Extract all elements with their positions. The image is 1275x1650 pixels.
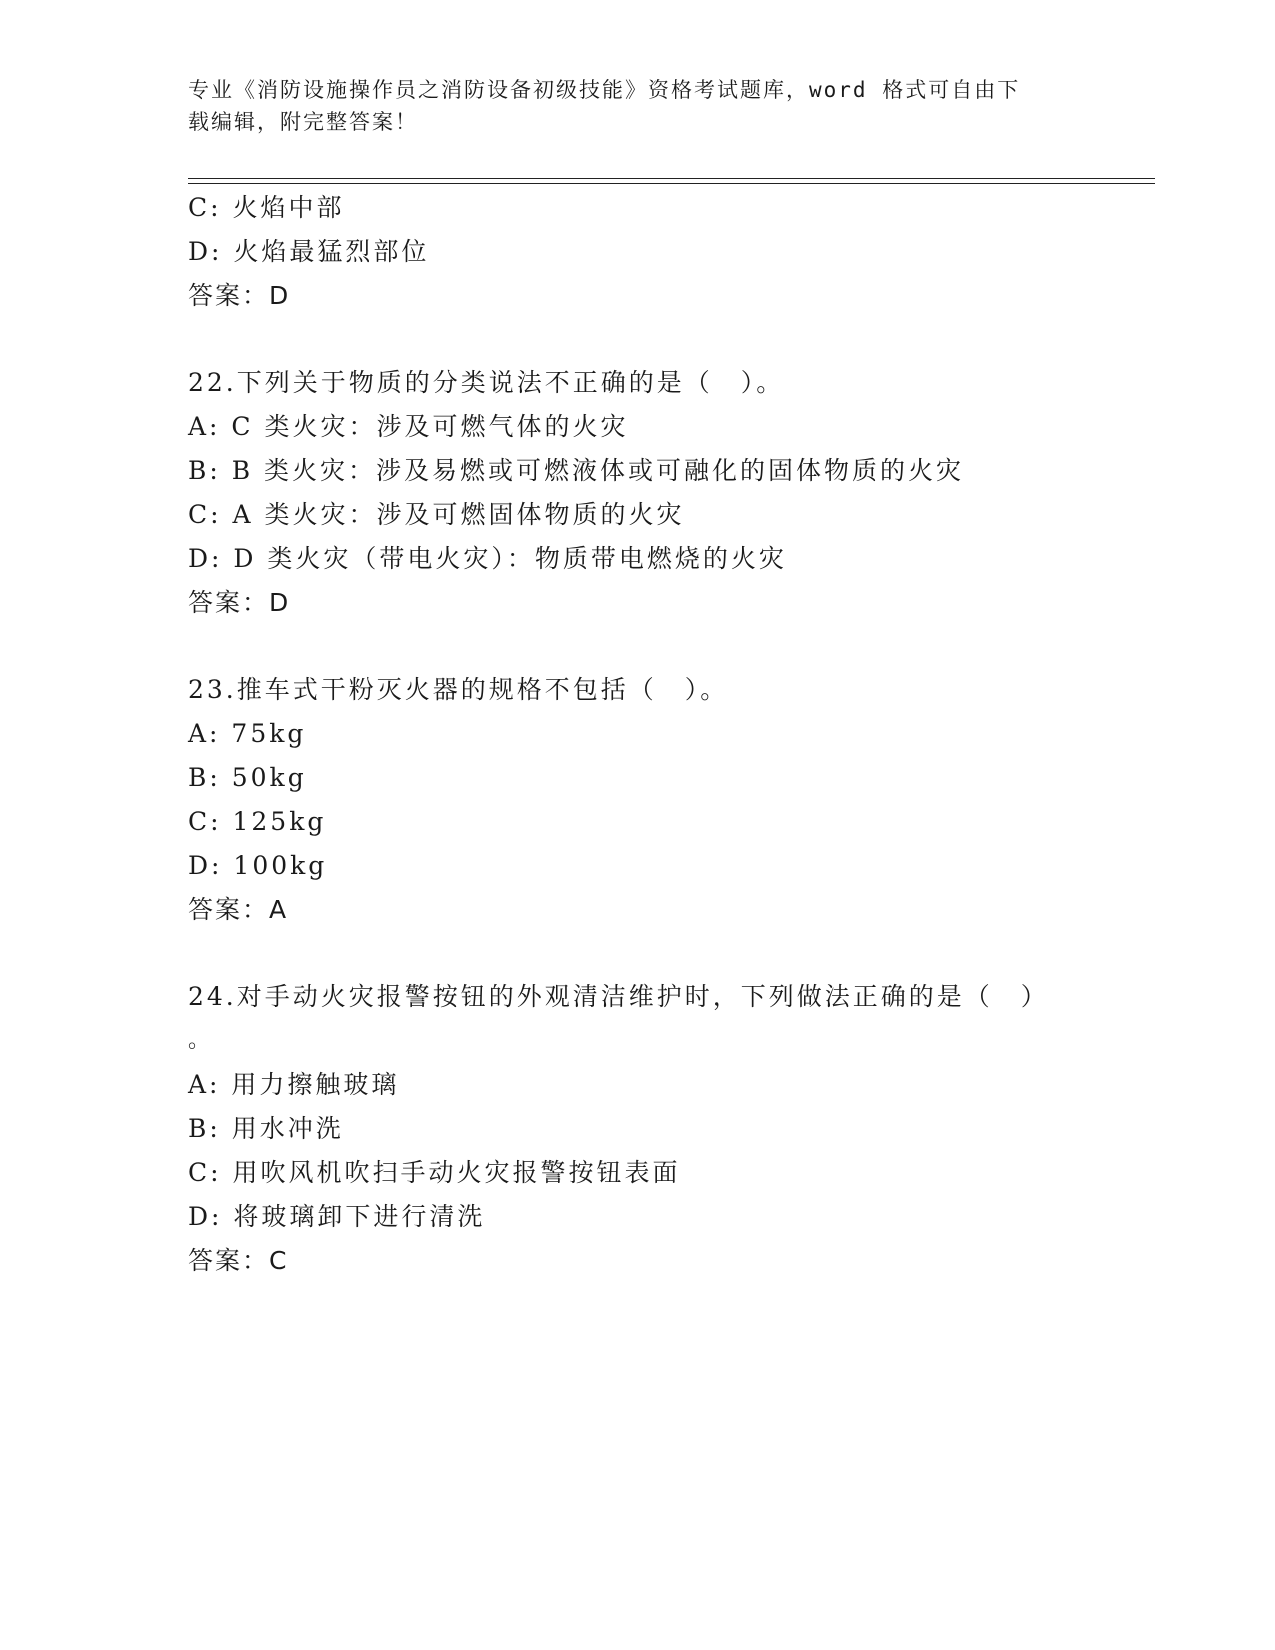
q23-option-d: D: 100kg [188,851,328,880]
q22-option-a: A: C 类火灾：涉及可燃气体的火灾 [188,412,629,441]
header-divider-top [188,178,1155,179]
q22-answer: 答案：D [188,588,291,617]
document-header [188,74,1088,138]
header-text-line1: 专业《消防设施操作员之消防设备初级技能》资格考试题库，word 格式可自由下 [188,78,1021,102]
q24-stem-continuation: 。 [188,1028,214,1053]
q21-option-c: C: 火焰中部 [188,193,345,222]
header-text-line2: 载编辑，附完整答案！ [188,110,418,134]
q24-option-c: C: 用吹风机吹扫手动火灾报警按钮表面 [188,1158,681,1187]
q21-option-d: D: 火焰最猛烈部位 [188,237,430,266]
q22-stem: 22.下列关于物质的分类说法不正确的是（ ）。 [188,368,785,397]
q22-option-b: B: B 类火灾：涉及易燃或可燃液体或可融化的固体物质的火灾 [188,456,965,485]
q23-option-c: C: 125kg [188,807,327,836]
q24-option-d: D: 将玻璃卸下进行清洗 [188,1202,486,1231]
q23-option-a: A: 75kg [188,719,307,748]
q23-option-b: B: 50kg [188,763,307,792]
q23-answer: 答案：A [188,895,289,924]
q23-stem: 23.推车式干粉灭火器的规格不包括（ ）。 [188,675,729,704]
q22-option-c: C: A 类火灾：涉及可燃固体物质的火灾 [188,500,685,529]
q24-answer: 答案：C [188,1246,289,1275]
q22-option-d: D: D 类火灾（带电火灾）：物质带电燃烧的火灾 [188,544,787,573]
q21-answer: 答案：D [188,281,291,310]
q24-stem: 24.对手动火灾报警按钮的外观清洁维护时，下列做法正确的是（ ） [188,982,1049,1011]
q24-option-a: A: 用力擦触玻璃 [188,1070,400,1099]
q24-option-b: B: 用水冲洗 [188,1114,344,1143]
header-divider-bottom [188,183,1155,184]
